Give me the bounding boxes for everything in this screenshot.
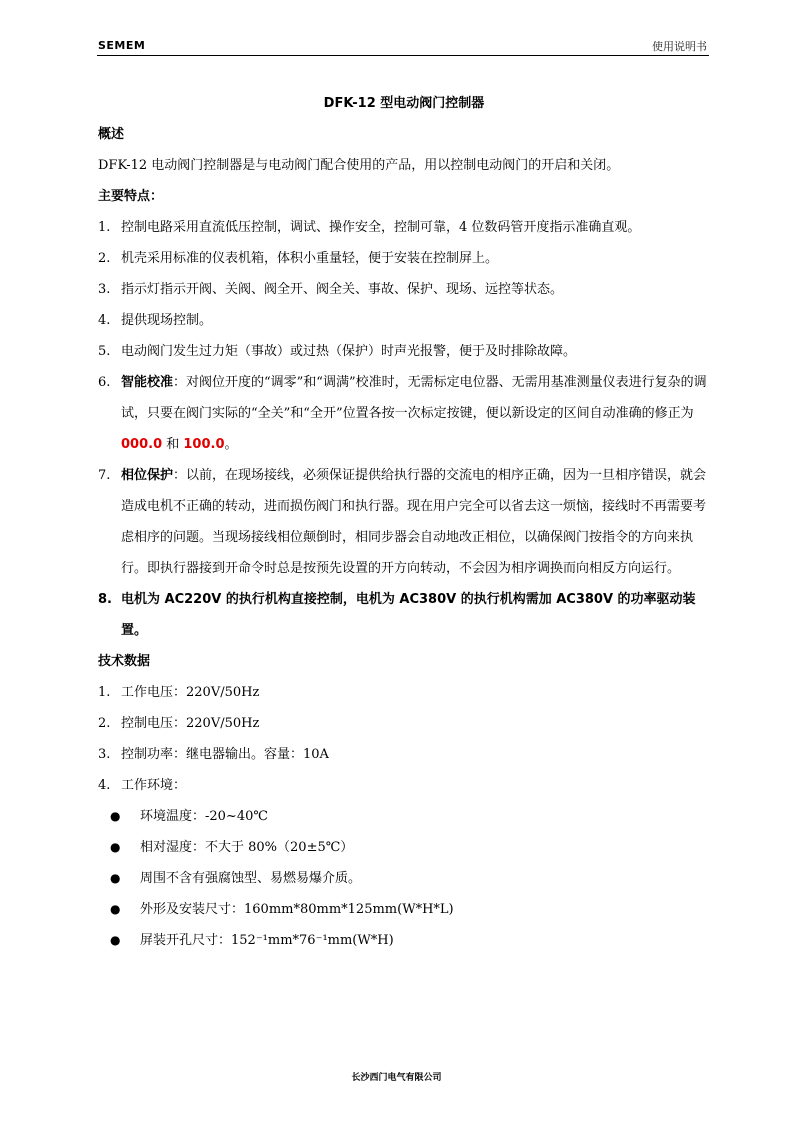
item-number: 8.	[98, 592, 112, 607]
item-number: 6.	[98, 375, 111, 390]
bullet-text: 环境温度：-20~40℃	[140, 809, 268, 824]
item-body: ：对阀位开度的“调零”和“调满”校准时，无需标定电位器、无需用基准测量仪表进行复杂的调试，只要在阀门实际的“全关”和“全开”位置各按一次标定按键，便以新设定的区间自动准确的修正为	[121, 375, 707, 421]
item-text	[121, 367, 710, 460]
tech-item	[98, 708, 710, 739]
bullet-dot-icon: ●	[110, 840, 121, 854]
item-number: 4.	[98, 778, 111, 793]
item-text: 控制电路采用直流低压控制，调试、操作安全，控制可靠，4 位数码管开度指示准确直观。	[121, 220, 641, 235]
tech-item	[98, 770, 710, 801]
item-text: 工作环境：	[121, 778, 187, 793]
item-number: 5.	[98, 344, 111, 359]
item-number: 1.	[98, 685, 111, 700]
bullet-item	[98, 894, 710, 925]
item-text: 机壳采用标准的仪表机箱，体积小重量轻，便于安装在控制屏上。	[121, 251, 499, 266]
header-brand: SEMEM	[98, 39, 146, 52]
bullet-item	[98, 832, 710, 863]
item-label: 智能校准	[121, 375, 174, 390]
item-text: 控制电压：220V/50Hz	[121, 716, 260, 731]
value-zero: 000.0	[121, 437, 163, 452]
features-heading: 主要特点：	[98, 189, 164, 204]
item-text: 工作电压：220V/50Hz	[121, 685, 260, 700]
item-text: 指示灯指示开阀、关阀、阀全开、阀全关、事故、保护、现场、远控等状态。	[121, 282, 564, 297]
bullet-item	[98, 925, 710, 956]
document-title: DFK-12 型电动阀门控制器	[323, 96, 485, 111]
item-number: 1.	[98, 220, 111, 235]
feature-item	[98, 305, 710, 336]
bullet-item	[98, 863, 710, 894]
feature-item	[98, 243, 710, 274]
bullet-text: 相对湿度：不大于 80%（20±5℃）	[140, 840, 354, 855]
document-body	[98, 88, 710, 956]
bullet-item	[98, 801, 710, 832]
tech-item	[98, 739, 710, 770]
item-text: 提供现场控制。	[121, 313, 213, 328]
item-label: 相位保护	[121, 468, 174, 483]
header-doc-type: 使用说明书	[652, 40, 707, 53]
item-number: 4.	[98, 313, 111, 328]
header-divider	[97, 55, 709, 56]
item-number: 3.	[98, 282, 111, 297]
bullet-dot-icon: ●	[110, 902, 121, 916]
item-connector: 和	[162, 437, 184, 452]
bullet-dot-icon: ●	[110, 871, 121, 885]
bullet-text: 外形及安装尺寸：160mm*80mm*125mm(W*H*L)	[140, 902, 454, 917]
feature-item	[98, 212, 710, 243]
feature-item-motor-control	[98, 584, 710, 646]
feature-item	[98, 274, 710, 305]
feature-item-phase-protection	[98, 460, 710, 584]
overview-heading: 概述	[98, 127, 125, 142]
value-full: 100.0	[183, 437, 225, 452]
item-text: 电动阀门发生过力矩（事故）或过热（保护）时声光报警，便于及时排除故障。	[121, 344, 577, 359]
tech-heading: 技术数据	[98, 654, 151, 669]
bullet-dot-icon: ●	[110, 933, 121, 947]
footer-company: 长沙西门电气有限公司	[351, 1073, 442, 1083]
bullet-text: 周围不含有强腐蚀型、易燃易爆介质。	[140, 871, 362, 886]
item-number: 2.	[98, 251, 111, 266]
bullet-text: 屏装开孔尺寸：152⁻¹mm*76⁻¹mm(W*H)	[140, 933, 394, 948]
item-text: 控制功率：继电器输出。容量：10A	[121, 747, 329, 762]
tech-item	[98, 677, 710, 708]
item-text: 电机为 AC220V 的执行机构直接控制，电机为 AC380V 的执行机构需加 AC380V 的功率驱动装置。	[121, 592, 696, 638]
item-number: 2.	[98, 716, 111, 731]
feature-item-smart-calibration	[98, 367, 710, 460]
item-body: ：以前，在现场接线，必须保证提供给执行器的交流电的相序正确，因为一旦相序错误，就会造成电机不正确的转动，进而损伤阀门和执行器。现在用户完全可以省去这一烦恼，接线时不再需要考虑相序的问题。当现场接线相位颠倒时，相同步器会自动地改正相位，以确保阀门按指令的方向来执行。即执行器接到开命令时总是按预先设置的开方向转动，不会因为相序调换而向相反方向运行。	[121, 468, 707, 576]
overview-text: DFK-12 电动阀门控制器是与电动阀门配合使用的产品，用以控制电动阀门的开启和关闭。	[98, 158, 620, 173]
item-text	[121, 460, 710, 584]
feature-item	[98, 336, 710, 367]
bullet-dot-icon: ●	[110, 809, 121, 823]
item-number: 7.	[98, 468, 111, 483]
item-number: 3.	[98, 747, 111, 762]
item-end: 。	[224, 437, 238, 452]
